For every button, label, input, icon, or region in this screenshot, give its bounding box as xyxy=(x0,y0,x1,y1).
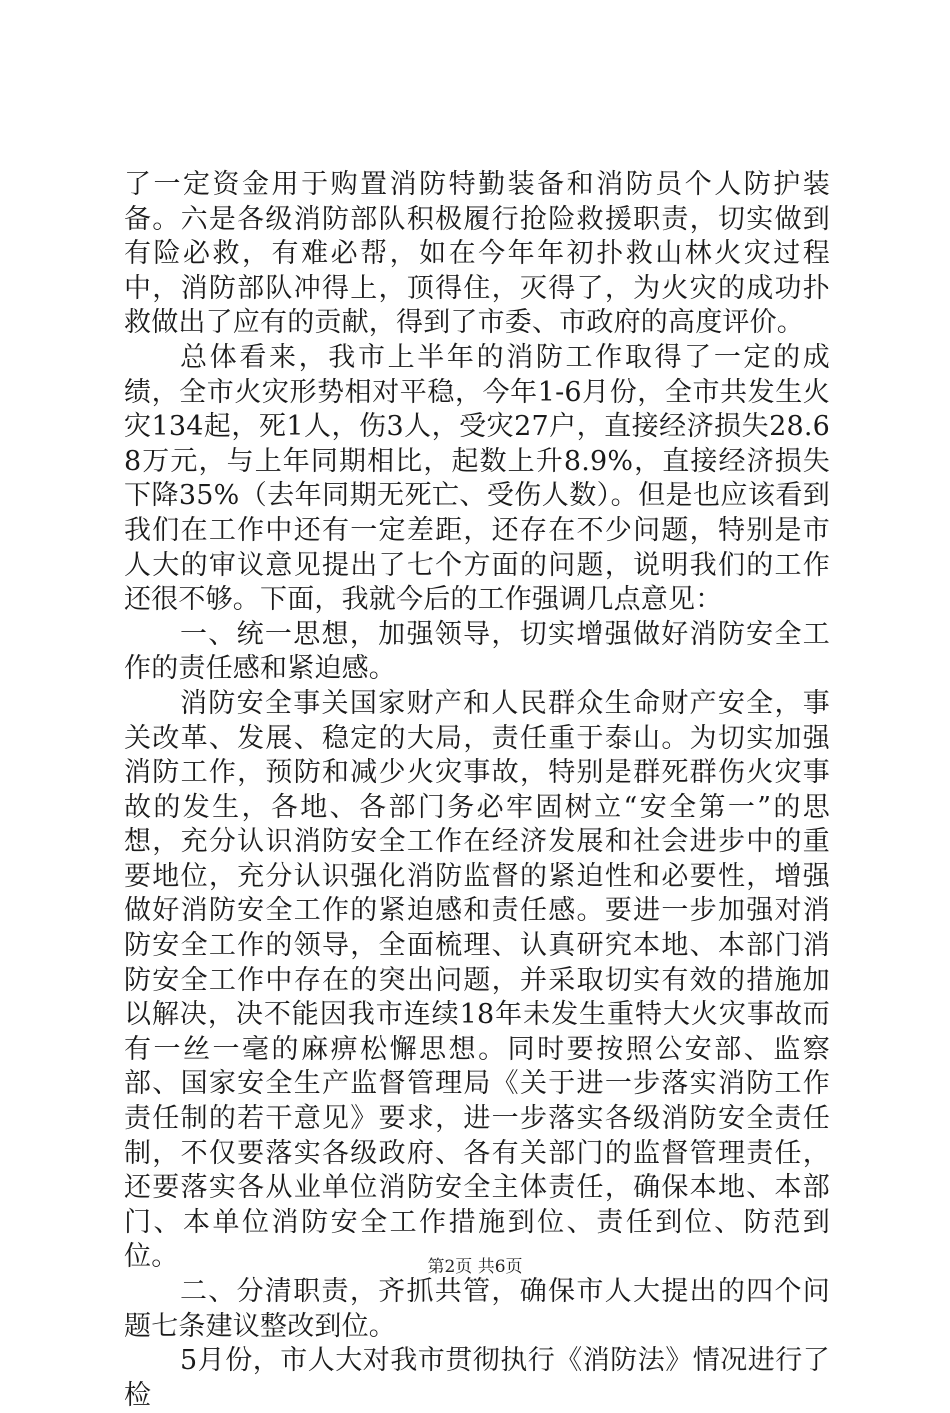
paragraph-2: 总体看来，我市上半年的消防工作取得了一定的成绩，全市火灾形势相对平稳，今年1-6月份，全市共发生火灾134起，死1人，伤3人，受灾27户，直接经济损失28.68万元，与上年同期相比，起数上升8.9%，直接经济损失下降35%（去年同期无死亡、受伤人数）。但是也应该看到我们在工作中还有一定差距，还存在不少问题，特别是市人大的审议意见提出了七个方面的问题，说明我们的工作还很不够。下面，我就今后的工作强调几点意见： xyxy=(124,341,830,616)
page-number: 第2页 共6页 xyxy=(427,1257,523,1277)
document-body xyxy=(124,168,830,1413)
page-footer xyxy=(0,1257,950,1277)
paragraph-4: 5月份，市人大对我市贯彻执行《消防法》情况进行了检 xyxy=(124,1345,830,1411)
paragraph-3: 消防安全事关国家财产和人民群众生命财产安全，事关改革、发展、稳定的大局，责任重于泰山。为切实加强消防工作，预防和减少火灾事故，特别是群死群伤火灾事故的发生，各地、各部门务必牢固树立“安全第一”的思想，充分认识消防安全工作在经济发展和社会进步中的重要地位，充分认识强化消防监督的紧迫性和必要性，增强做好消防安全工作的紧迫感和责任感。要进一步加强对消防安全工作的领导，全面梳理、认真研究本地、本部门消防安全工作中存在的突出问题，并采取切实有效的措施加以解决，决不能因我市连续18年未发生重特大火灾事故而有一丝一毫的麻痹松懈思想。同时要按照公安部、监察部、国家安全生产监督管理局《关于进一步落实消防工作责任制的若干意见》要求，进一步落实各级消防安全责任制，不仅要落实各级政府、各有关部门的监督管理责任，还要落实各从业单位消防安全主体责任，确保本地、本部门、本单位消防安全工作措施到位、责任到位、防范到位。 xyxy=(124,687,830,1273)
paragraph-1: 了一定资金用于购置消防特勤装备和消防员个人防护装备。六是各级消防部队积极履行抢险救援职责，切实做到有险必救，有难必帮，如在今年年初扑救山林火灾过程中，消防部队冲得上，顶得住，灭得了，为火灾的成功扑救做出了应有的贡献，得到了市委、市政府的高度评价。 xyxy=(124,169,830,339)
section-heading-1: 一、统一思想，加强领导，切实增强做好消防安全工作的责任感和紧迫感。 xyxy=(124,618,830,685)
section-heading-2: 二、分清职责，齐抓共管，确保市人大提出的四个问题七条建议整改到位。 xyxy=(124,1276,830,1342)
